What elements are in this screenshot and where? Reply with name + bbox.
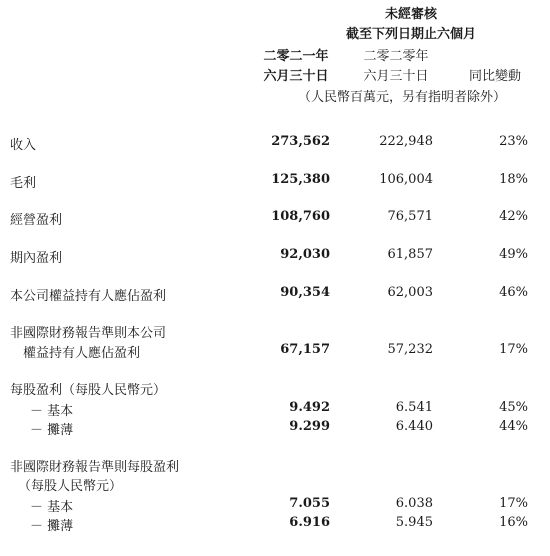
value-2021: 67,157 bbox=[280, 342, 330, 357]
row-label: － 基本 bbox=[30, 500, 74, 515]
row-label: 期內盈利 bbox=[10, 251, 63, 266]
col3-title: 同比變動 bbox=[468, 69, 521, 84]
row-label: 收入 bbox=[10, 138, 37, 153]
value-2021: 9.492 bbox=[289, 400, 330, 415]
col2-year: 二零二零年 bbox=[363, 49, 429, 64]
value-2021: 6.916 bbox=[289, 515, 330, 530]
value-2020: 6.440 bbox=[395, 419, 433, 434]
value-2020: 5.945 bbox=[395, 515, 433, 530]
yoy-change: 49% bbox=[499, 247, 528, 262]
value-2021: 7.055 bbox=[289, 496, 330, 511]
col1-date: 六月三十日 bbox=[263, 69, 329, 84]
group-label: （每股人民幣元） bbox=[18, 479, 123, 494]
value-2020: 57,232 bbox=[387, 342, 433, 357]
yoy-change: 23% bbox=[499, 134, 528, 149]
value-2020: 222,948 bbox=[379, 134, 433, 149]
yoy-change: 45% bbox=[499, 400, 528, 415]
col1-year: 二零二一年 bbox=[263, 49, 329, 64]
value-2021: 9.299 bbox=[289, 419, 330, 434]
value-2021: 108,760 bbox=[271, 209, 330, 224]
yoy-change: 17% bbox=[499, 342, 528, 357]
col2-date: 六月三十日 bbox=[363, 69, 429, 84]
value-2020: 106,004 bbox=[379, 172, 433, 187]
value-2021: 92,030 bbox=[280, 247, 330, 262]
row-label-line1: 非國際財務報告準則本公司 bbox=[10, 326, 167, 341]
row-label: 經營盈利 bbox=[10, 213, 63, 228]
value-2020: 6.541 bbox=[395, 400, 433, 415]
unaudited-label: 未經審核 bbox=[384, 7, 437, 22]
value-2021: 125,380 bbox=[271, 172, 330, 187]
yoy-change: 16% bbox=[499, 515, 528, 530]
row-label: 毛利 bbox=[10, 176, 37, 191]
yoy-change: 42% bbox=[499, 209, 528, 224]
row-label: － 攤薄 bbox=[30, 423, 74, 438]
yoy-change: 17% bbox=[499, 496, 528, 511]
value-2020: 6.038 bbox=[395, 496, 433, 511]
value-2020: 76,571 bbox=[387, 209, 433, 224]
yoy-change: 44% bbox=[499, 419, 528, 434]
yoy-change: 46% bbox=[499, 285, 528, 300]
row-label: － 基本 bbox=[30, 404, 74, 419]
group-label: 非國際財務報告準則每股盈利 bbox=[10, 460, 180, 475]
yoy-change: 18% bbox=[499, 172, 528, 187]
group-label: 每股盈利（每股人民幣元） bbox=[10, 383, 167, 398]
value-2021: 90,354 bbox=[280, 285, 330, 300]
unit-note: （人民幣百萬元，另有指明者除外） bbox=[297, 90, 506, 105]
value-2020: 61,857 bbox=[387, 247, 433, 262]
row-label: － 攤薄 bbox=[30, 519, 74, 534]
period-title: 截至下列日期止六個月 bbox=[345, 27, 476, 42]
row-label: 權益持有人應佔盈利 bbox=[23, 346, 141, 361]
value-2021: 273,562 bbox=[271, 134, 330, 149]
row-label: 本公司權益持有人應佔盈利 bbox=[10, 289, 167, 304]
value-2020: 62,003 bbox=[387, 285, 433, 300]
